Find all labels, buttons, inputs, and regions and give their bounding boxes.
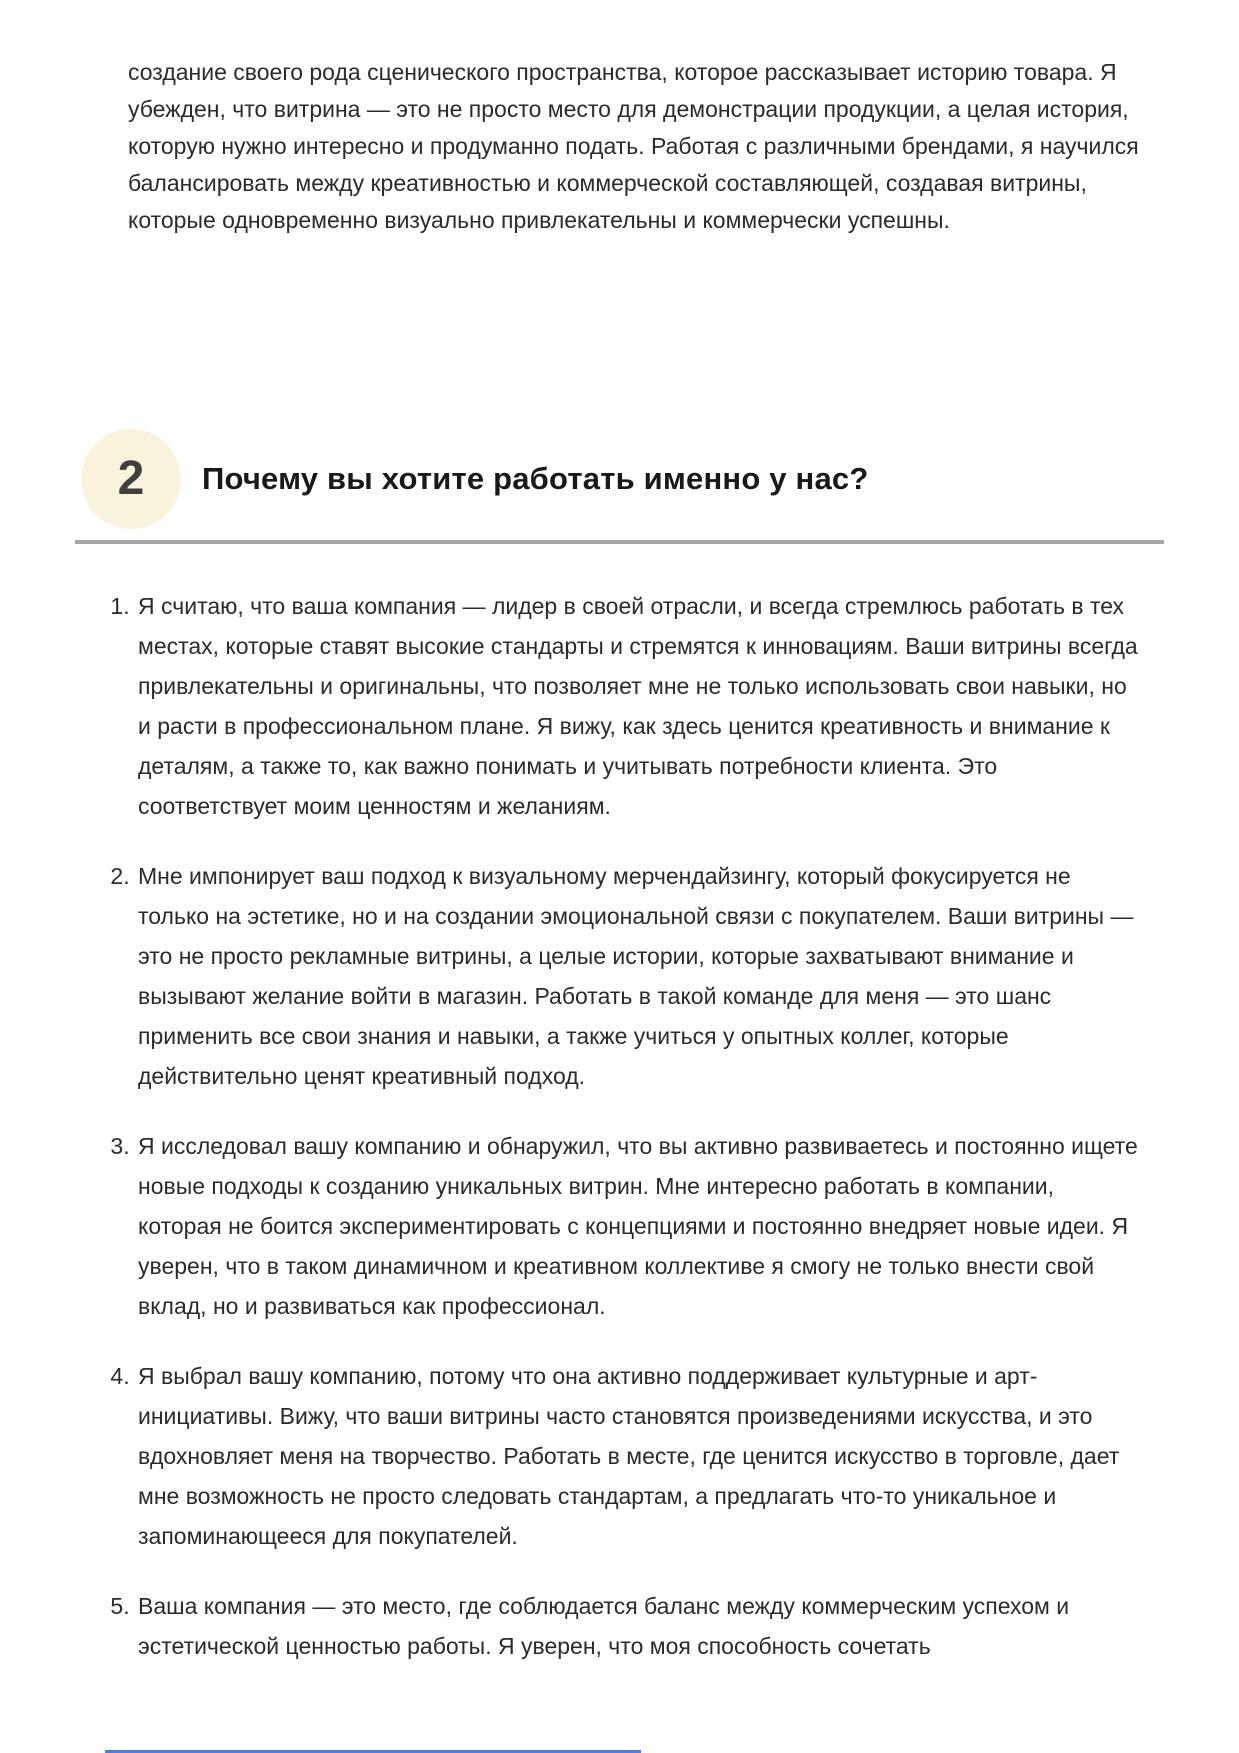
- section-header: [0, 429, 1239, 529]
- answer-item-5: 5. Ваша компания — это место, где соблюдается баланс между коммерческим успехом и эстетической ценностью работы. Я уверен, что моя способность сочетать: [136, 1586, 1141, 1666]
- intro-paragraph: создание своего рода сценического пространства, которое рассказывает историю товара. Я убежден, что витрина — это не просто место для демонстрации продукции, а целая история, которую нужно интересно и продуманно подать. Работая с различными брендами, я научился балансировать между креативностью и коммерческой составляющей, создавая витрины, которые одновременно визуально привлекательны и коммерчески успешны.: [128, 59, 1139, 233]
- section-number-badge: [81, 429, 181, 529]
- answer-item-3: 3. Я исследовал вашу компанию и обнаружил, что вы активно развиваетесь и постоянно ищете новые подходы к созданию уникальных витрин. Мне интересно работать в компании, которая не боится экспериментировать с концепциями и постоянно внедряет новые идеи. Я уверен, что в таком динамичном и креативном коллективе я смогу не только внести свой вклад, но и развиваться как профессионал.: [136, 1126, 1141, 1326]
- section-number: 2: [117, 452, 145, 505]
- answers-list: [128, 586, 1141, 1666]
- answer-item-4: 4. Я выбрал вашу компанию, потому что она активно поддерживает культурные и арт-инициативы. Вижу, что ваши витрины часто становятся произведениями искусства, и это вдохновляет меня на творчество. Работать в месте, где ценится искусство в торговле, дает мне возможность не просто следовать стандартам, а предлагать что-то уникальное и запоминающееся для покупателей.: [136, 1356, 1141, 1556]
- answer-item-1: 1. Я считаю, что ваша компания — лидер в своей отрасли, и всегда стремлюсь работать в тех местах, которые ставят высокие стандарты и стремятся к инновациям. Ваши витрины всегда привлекательны и оригинальны, что позволяет мне не только использовать свои навыки, но и расти в профессиональном плане. Я вижу, как здесь ценится креативность и внимание к деталям, а также то, как важно понимать и учитывать потребности клиента. Это соответствует моим ценностям и желаниям.: [136, 586, 1141, 826]
- answer-item-2: 2. Мне импонирует ваш подход к визуальному мерчендайзингу, который фокусируется не только на эстетике, но и на создании эмоциональной связи с покупателем. Ваши витрины — это не просто рекламные витрины, а целые истории, которые захватывают внимание и вызывают желание войти в магазин. Работать в такой команде для меня — это шанс применить все свои знания и навыки, а также учиться у опытных коллег, которые действительно ценят креативный подход.: [136, 856, 1141, 1096]
- section-divider: [75, 540, 1164, 544]
- section-title: Почему вы хотите работать именно у нас?: [202, 461, 869, 497]
